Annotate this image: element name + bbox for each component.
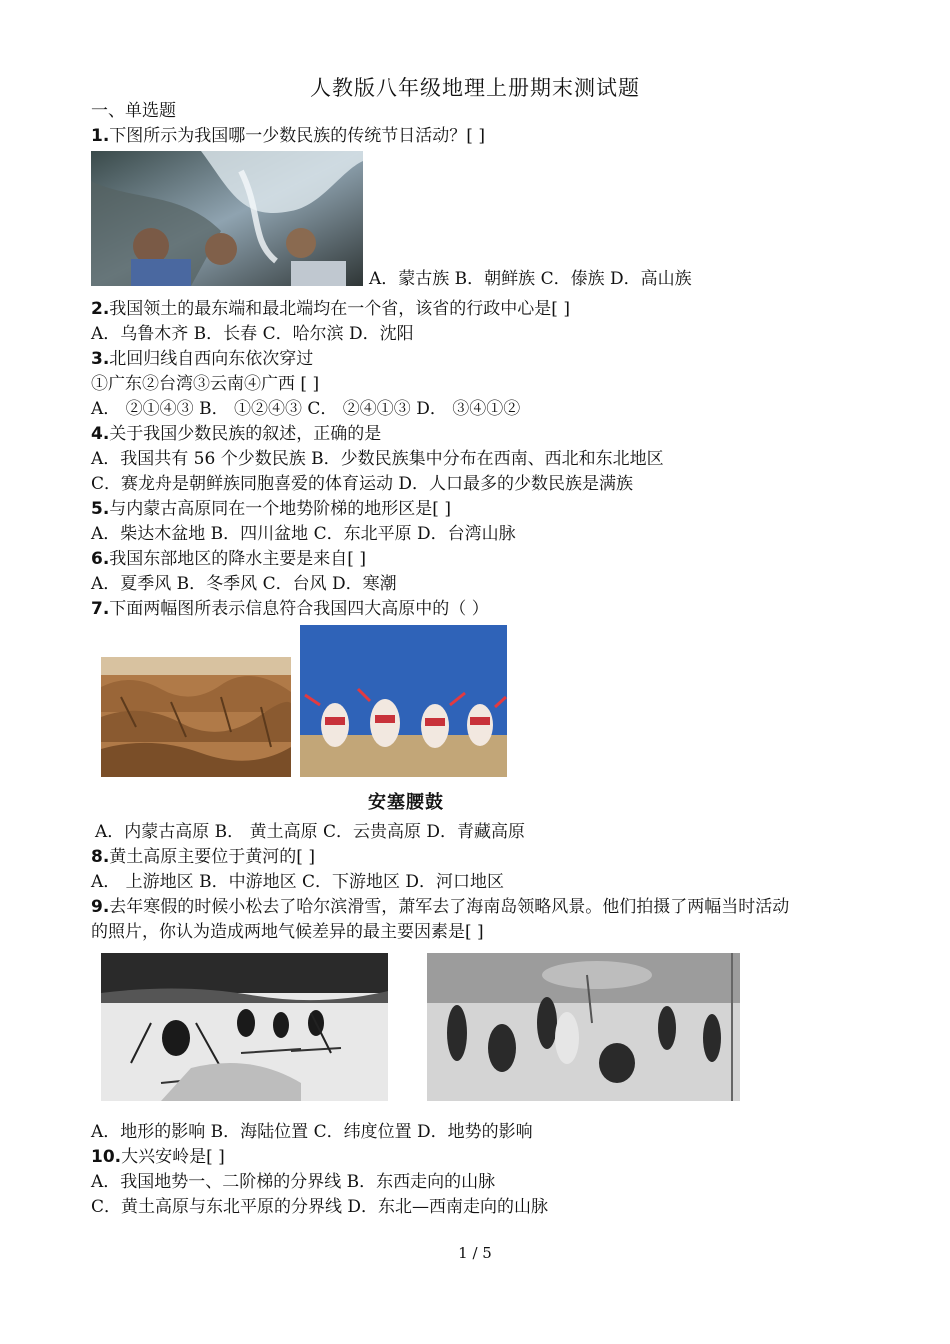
page-title: 人教版八年级地理上册期末测试题 bbox=[310, 76, 640, 100]
page-number: 1 / 5 bbox=[458, 1244, 492, 1262]
question-number: 2. bbox=[91, 299, 110, 319]
question-3-stem bbox=[91, 347, 313, 371]
question-4-options-row1: A．我国共有 56 个少数民族 B．少数民族集中分布在西南、西北和东北地区 bbox=[91, 449, 664, 469]
question-4-options-row2: C．赛龙舟是朝鲜族同胞喜爱的体育运动 D．人口最多的少数民族是满族 bbox=[91, 474, 634, 494]
question-5-options: A．柴达木盆地 B．四川盆地 C．东北平原 D．台湾山脉 bbox=[91, 524, 516, 544]
question-2-options: A．乌鲁木齐 B．长春 C．哈尔滨 D．沈阳 bbox=[91, 324, 414, 344]
question-text: 北回归线自西向东依次穿过 bbox=[109, 349, 314, 369]
question-text: 下图所示为我国哪一少数民族的传统节日活动？[ ] bbox=[109, 126, 485, 146]
question-number: 5. bbox=[91, 499, 110, 519]
question-number: 7. bbox=[91, 599, 110, 619]
question-1-stem bbox=[91, 124, 485, 148]
question-8-stem bbox=[91, 845, 315, 869]
question-10-options-row2: C．黄土高原与东北平原的分界线 D．东北—西南走向的山脉 bbox=[91, 1197, 549, 1217]
question-text: 我国领土的最东端和最北端均在一个省，该省的行政中心是[ ] bbox=[109, 299, 570, 319]
question-3-options: A． ②①④③ B． ①②④③ C． ②④①③ D． ③④①② bbox=[91, 399, 521, 419]
ansai-drum-caption: 安塞腰鼓 bbox=[368, 792, 444, 813]
question-number: 10. bbox=[91, 1147, 122, 1167]
question-number: 3. bbox=[91, 349, 110, 369]
section-heading: 一、单选题 bbox=[91, 101, 176, 121]
question-6-options: A．夏季风 B．冬季风 C．台风 D．寒潮 bbox=[91, 574, 397, 594]
question-8-options: A． 上游地区 B．中游地区 C．下游地区 D．河口地区 bbox=[91, 872, 505, 892]
loess-plateau-photo bbox=[101, 657, 291, 777]
question-text: 大兴安岭是[ ] bbox=[121, 1147, 225, 1167]
question-9-line2: 的照片，你认为造成两地气候差异的最主要因素是[ ] bbox=[91, 922, 484, 942]
question-3-line2: ①广东②台湾③云南④广西 [ ] bbox=[91, 374, 320, 394]
question-number: 1. bbox=[91, 126, 110, 146]
question-6-stem bbox=[91, 547, 366, 571]
question-9-options: A．地形的影响 B．海陆位置 C．纬度位置 D．地势的影响 bbox=[91, 1122, 533, 1142]
question-1-options: A．蒙古族 B．朝鲜族 C．傣族 D．高山族 bbox=[369, 269, 692, 289]
question-number: 6. bbox=[91, 549, 110, 569]
question-text: 黄土高原主要位于黄河的[ ] bbox=[109, 847, 315, 867]
question-7-stem bbox=[91, 597, 489, 621]
question-number: 9. bbox=[91, 897, 110, 917]
skiing-photo bbox=[101, 953, 388, 1101]
water-festival-photo bbox=[91, 151, 363, 286]
question-number: 8. bbox=[91, 847, 110, 867]
question-text: 关于我国少数民族的叙述，正确的是 bbox=[109, 424, 382, 444]
beach-photo bbox=[427, 953, 740, 1101]
question-7-options: A．内蒙古高原 B． 黄土高原 C．云贵高原 D．青藏高原 bbox=[95, 822, 526, 842]
question-10-stem bbox=[91, 1145, 225, 1169]
question-5-stem bbox=[91, 497, 451, 521]
question-text: 我国东部地区的降水主要是来自[ ] bbox=[109, 549, 366, 569]
question-2-stem bbox=[91, 297, 570, 321]
ansai-waist-drum-photo bbox=[300, 625, 507, 777]
question-10-options-row1: A．我国地势一、二阶梯的分界线 B．东西走向的山脉 bbox=[91, 1172, 496, 1192]
question-number: 4. bbox=[91, 424, 110, 444]
question-text: 与内蒙古高原同在一个地势阶梯的地形区是[ ] bbox=[109, 499, 451, 519]
question-4-stem bbox=[91, 422, 381, 446]
question-text: 下面两幅图所表示信息符合我国四大高原中的（ ） bbox=[109, 599, 489, 619]
question-9-stem bbox=[91, 895, 789, 919]
question-text: 去年寒假的时候小松去了哈尔滨滑雪，萧军去了海南岛领略风景。他们拍摄了两幅当时活动 bbox=[109, 897, 790, 917]
